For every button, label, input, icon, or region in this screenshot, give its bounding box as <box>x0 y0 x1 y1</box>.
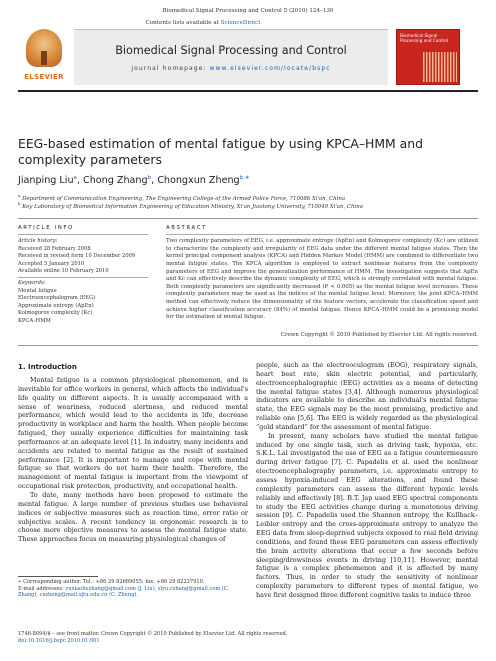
journal-banner <box>74 29 388 85</box>
doi-link[interactable]: doi:10.1016/j.bspc.2010.01.001 <box>18 638 100 644</box>
article-title: EEG-based estimation of mental fatigue by using KPCA–HMM and complexity parameters <box>18 136 423 167</box>
journal-cover-thumbnail[interactable] <box>396 29 460 85</box>
journal-homepage <box>74 65 388 72</box>
journal-masthead <box>18 20 478 96</box>
keyword: Kolmogorov complexity (Kc) <box>18 310 93 317</box>
corresponding-author-footnote <box>18 579 248 599</box>
corresponding-author: ∗ Corresponding author. Tel.: +86 29 82669055; fax: +86 29 82237910. <box>18 579 205 585</box>
history-label: Article history: <box>18 238 58 244</box>
author-name[interactable]: Jianping Liu <box>18 175 74 187</box>
elsevier-wordmark: ELSEVIER <box>24 73 64 81</box>
keywords-block <box>18 280 148 326</box>
homepage-prefix: journal homepage: <box>131 65 210 72</box>
affiliation-text: Department of Communication Engineering, The Engineering College of the Armed Police Force, 710086 Xi'an, China <box>22 195 346 202</box>
sciencedirect-link[interactable]: ScienceDirect <box>220 20 261 26</box>
issn-block <box>18 631 478 645</box>
history-item: Accepted 5 January 2010 <box>18 260 85 267</box>
elsevier-logo[interactable] <box>18 29 70 85</box>
history-item: Available online 10 February 2010 <box>18 268 109 275</box>
author-separator: , <box>76 175 84 187</box>
email-label: E-mail addresses: <box>18 585 66 592</box>
article-info-heading: ARTICLE INFO <box>18 225 74 231</box>
masthead-divider <box>18 90 478 92</box>
author-separator: , <box>151 175 158 187</box>
journal-title[interactable]: Biomedical Signal Processing and Control <box>115 44 347 57</box>
introduction-heading: 1. Introduction <box>18 363 77 371</box>
author-name[interactable]: Chong Zhang <box>83 175 148 187</box>
abstract-copyright: Crown Copyright © 2010 Published by Elsevier Ltd. All rights reserved. <box>280 332 478 338</box>
article-history <box>18 238 148 276</box>
keyword: KPCA–HMM <box>18 317 51 324</box>
keyword: Electroencephalogram (EEG) <box>18 295 96 302</box>
author-mark[interactable]: b,∗ <box>239 175 250 181</box>
article-info-rule <box>18 234 148 235</box>
abstract-text: Two complexity parameters of EEG, i.e. approximate entropy (ApEn) and Kolmogorov complexity (Kc) are utilized to characterize the complexity and irregularity of EEG data under the different mental fatigue states. Then the kernel principal component analysis (KPCA) and Hidden Markov Model (HMM) are combined to differentiate two mental fatigue states. The KPCA algorithm is employed to extract nonlinear features from the complexity parameters of EEG and improve the generalization performance of HMM. The investigation suggests that ApEn and Kc can effectively describe the dynamic complexity of EEG, which is strongly correlated with mental fatigue. Both complexity parameters are significantly decreased (P < 0.005) as the mental fatigue level increases. These complexity parameters may be used as the indices of the mental fatigue level. Moreover, the joint KPCA–HMM method can effectively reduce the dimensionality of the feature vectors, accelerate the classification speed and achieve higher classification accuracy (84%) of mental fatigue. Hence KPCA–HMM could be a promising model for the estimation of mental fatigue. <box>166 238 478 321</box>
abstract-divider <box>18 345 478 346</box>
body-paragraph: In present, many scholars have studied the mental fatigue induced by one single task, such as driving task, hypoxia, etc. S.K.L. Lal investigated the use of EEG as a fatigue countermeasure during driver fatigue [7]. C. Papadelis et al. used the nonlinear electroencephalography parameters, i.e. approximate entropy to assess hypoxia-induced EEG alterations, and found these complexity parameters can assess the different hypoxic levels reliably and effectively [8]. B.T. Jap used EEG spectral components to study the EEG activities change during a monotonous driving session [9]. C. Papadelis used the Shannon entropy, the Kullback–Leibler entropy and the cross-approximate entropy to analyze the EEG data from sleep-deprived subjects exposed to real field driving conditions, and found these EEG parameters can assess effectively the brain activity alterations that occur a few seconds before sleeping/drowsiness events in driving [10,11]. However, mental fatigue is a complex phenomenon and it is affected by many factors. Thus, in order to study the sensitivity of nonlinear complexity parameters to different types of mental fatigue, we have first designed three different cognitive tasks to induce three <box>256 431 478 599</box>
header-divider <box>18 218 478 219</box>
cover-title: Biomedical Signal Processing and Control <box>400 33 449 43</box>
body-left-column <box>18 376 248 544</box>
keywords-rule <box>18 277 148 278</box>
homepage-link[interactable]: www.elsevier.com/locate/bspc <box>209 65 331 72</box>
abstract-heading: ABSTRACT <box>166 225 207 231</box>
email-links[interactable]: yuxiaoliezhang@gmail.com (J. Liu), slyu.czhang@gmail.com (C. Zhang), cxzheng@mail.xjtu.edu.cn (C. Zheng). <box>18 585 230 599</box>
email-addresses <box>18 586 248 599</box>
abstract-rule <box>166 234 478 235</box>
keyword: Mental fatigue <box>18 287 57 294</box>
body-paragraph: people, such as the electrooculogram (EOG), respiratory signals, heart beat rate, skin electric potential, and particularly, electroencephalographic (EEG) activities as a means of detecting the mental fatigue states [3,4]. Although numerous physiological indicators are available to describe an individual's mental fatigue state, the EEG signals may be the most promising, predictive and reliable one [5,6]. The EEG is widely regarded as the physiological “gold standard” for the assessment of mental fatigue. <box>256 361 478 431</box>
issn-line: 1746-8094/$ – see front matter. Crown Copyright © 2010 Published by Elsevier Ltd. All rights reserved. <box>18 631 288 637</box>
elsevier-tree-icon <box>26 29 62 67</box>
affiliation-mark: a <box>18 193 21 198</box>
affiliation-mark: b <box>18 201 21 206</box>
contents-prefix: Contents lists available at <box>145 20 221 26</box>
author-name[interactable]: Chongxun Zheng <box>157 175 240 187</box>
affiliation-text: Key Laboratory of Biomedical Information Engineering of Education Ministry, Xi'an Jiaotong University, 710049 Xi'an, China <box>22 203 363 210</box>
running-head: Biomedical Signal Processing and Control 5 (2010) 124–130 <box>162 8 334 14</box>
history-item: Received 28 February 2008 <box>18 245 91 252</box>
keyword: Approximate entropy (ApEn) <box>18 302 94 309</box>
keywords-label: Keywords: <box>18 280 46 286</box>
cover-art <box>423 52 457 82</box>
author-list <box>18 175 478 186</box>
body-paragraph: Mental fatigue is a common physiological phenomenon, and is inevitable for office workers in general, which affects the individual's life quality on different aspects. It is usually accompanied with a sense of weariness, reduced alertness, and reduced mental performance, which would lead to the accidents in life, decrease productivity in workplace and harm the health. When people become fatigued, they usually experience difficulties for maintaining task performance at an adequate level [1]. In industry, many incidents and accidents are related to mental fatigue as the result of sustained performance [2]. It is important to manage and cope with mental fatigue so that workers do not harm their health. Therefore, the management of mental fatigue is important from the viewpoint of occupational risk protection, productivity, and occupational health. <box>18 376 248 491</box>
body-right-column <box>248 361 478 600</box>
contents-line <box>18 20 388 26</box>
footnote-rule <box>18 576 98 577</box>
author-mark[interactable]: a <box>73 175 77 181</box>
body-paragraph: To date, many methods have been proposed to estimate the mental fatigue. A large number of previous studies use behavioral indices or subjective measures such as reaction time, error ratio or subjective scales. A recent tendency in ergonomic research is to choose more objective measures to assess the mental fatigue state. These approaches focus on measuring physiological changes of <box>18 490 248 544</box>
author-mark[interactable]: b <box>147 175 152 181</box>
history-item: Received in revised form 10 December 2009 <box>18 253 136 260</box>
affiliation <box>18 201 478 210</box>
